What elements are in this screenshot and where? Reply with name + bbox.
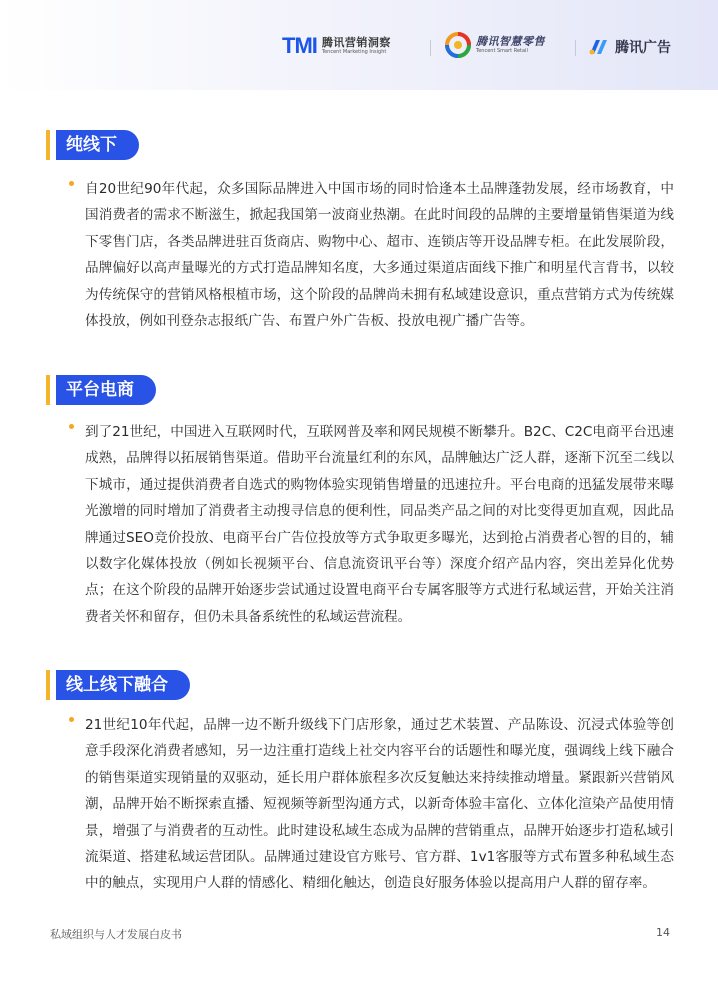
section-title: 平台电商 bbox=[56, 375, 156, 405]
page-header bbox=[0, 0, 718, 90]
tmi-logo-mark: TMI bbox=[282, 33, 317, 58]
section-heading-accent bbox=[46, 130, 50, 160]
smart-retail-cn: 腾讯智慧零售 bbox=[476, 35, 545, 48]
section-heading-accent bbox=[46, 670, 50, 700]
page-number: 14 bbox=[656, 926, 670, 939]
tmi-logo-en: Tencent Marketing Insight bbox=[321, 49, 387, 55]
bullet-dot bbox=[69, 181, 74, 186]
logo-divider bbox=[430, 40, 431, 56]
bullet-dot bbox=[69, 717, 74, 722]
paragraph-text: 到了21世纪，中国进入互联网时代，互联网普及率和网民规模不断攀升。B2C、C2C电商平台迅速成熟，品牌得以拓展销售渠道。借助平台流量红利的东风，品牌触达广泛人群，逐渐下沉至二线以下城市，通过提供消费者自选式的购物体验实现销售增量的迅速拉升。平台电商的迅猛发展带来曝光激增的同时增加了消费者主动搜寻信息的便利性，同品类产品之间的对比变得更加直观，因此品牌通过SEO竞价投放、电商平台广告位投放等方式争取更多曝光，达到抢占消费者心智的目的，辅以数字化媒体投放（例如长视频平台、信息流资讯平台等）深度介绍产品内容，突出差异化优势点；在这个阶段的品牌开始逐步尝试通过设置电商平台专属客服等方式进行私域运营，开始关注消费者关怀和留存，但仍未具备系统性的私域运营流程。 bbox=[85, 424, 674, 625]
footer-document-title: 私域组织与人才发展白皮书 bbox=[50, 928, 182, 941]
section-heading bbox=[46, 130, 139, 160]
logo-divider bbox=[575, 40, 576, 56]
tencent-ads-icon bbox=[588, 38, 610, 56]
bullet-dot bbox=[69, 424, 74, 429]
tmi-logo-cn: 腾讯营销洞察 bbox=[321, 36, 391, 49]
tencent-ads-logo bbox=[588, 37, 671, 57]
paragraph-text: 21世纪10年代起，品牌一边不断升级线下门店形象，通过艺术装置、产品陈设、沉浸式体验等创意手段深化消费者感知，另一边注重打造线上社交内容平台的话题性和曝光度，强调线上线下融合的销售渠道实现销量的双驱动，延长用户群体旅程多次反复触达来持续推动增量。紧跟新兴营销风潮，品牌开始不断探索直播、短视频等新型沟通方式，以新奇体验丰富化、立体化渲染产品使用情景，增强了与消费者的互动性。此时建设私域生态成为品牌的营销重点，品牌开始逐步打造私域引流渠道、搭建私域运营团队。品牌通过建设官方账号、官方群、1v1客服等方式布置多种私域生态中的触点，实现用户人群的情感化、精细化触达，创造良好服务体验以提高用户人群的留存率。 bbox=[85, 717, 674, 892]
section-paragraph bbox=[70, 176, 674, 334]
smart-retail-icon bbox=[445, 32, 471, 58]
smart-retail-logo bbox=[445, 32, 545, 58]
section-heading bbox=[46, 375, 156, 405]
smart-retail-en: Tencent Smart Retail bbox=[476, 48, 528, 54]
section-title: 纯线下 bbox=[56, 130, 139, 160]
section-heading-accent bbox=[46, 375, 50, 405]
section-paragraph bbox=[70, 712, 674, 897]
section-title: 线上线下融合 bbox=[56, 670, 190, 700]
section-paragraph bbox=[70, 419, 674, 630]
tmi-logo bbox=[282, 33, 391, 59]
paragraph-text: 自20世纪90年代起，众多国际品牌进入中国市场的同时恰逢本土品牌蓬勃发展，经市场教育，中国消费者的需求不断滋生，掀起我国第一波商业热潮。在此时间段的品牌的主要增量销售渠道为线下零售门店，各类品牌进驻百货商店、购物中心、超市、连锁店等开设品牌专柜。在此发展阶段，品牌偏好以高声量曝光的方式打造品牌知名度，大多通过渠道店面线下推广和明星代言背书，以较为传统保守的营销风格根植市场，这个阶段的品牌尚未拥有私域建设意识，重点营销方式为传统媒体投放，例如刊登杂志报纸广告、布置户外广告板、投放电视广播广告等。 bbox=[85, 181, 674, 330]
section-heading bbox=[46, 670, 190, 700]
tencent-ads-cn: 腾讯广告 bbox=[615, 40, 671, 56]
